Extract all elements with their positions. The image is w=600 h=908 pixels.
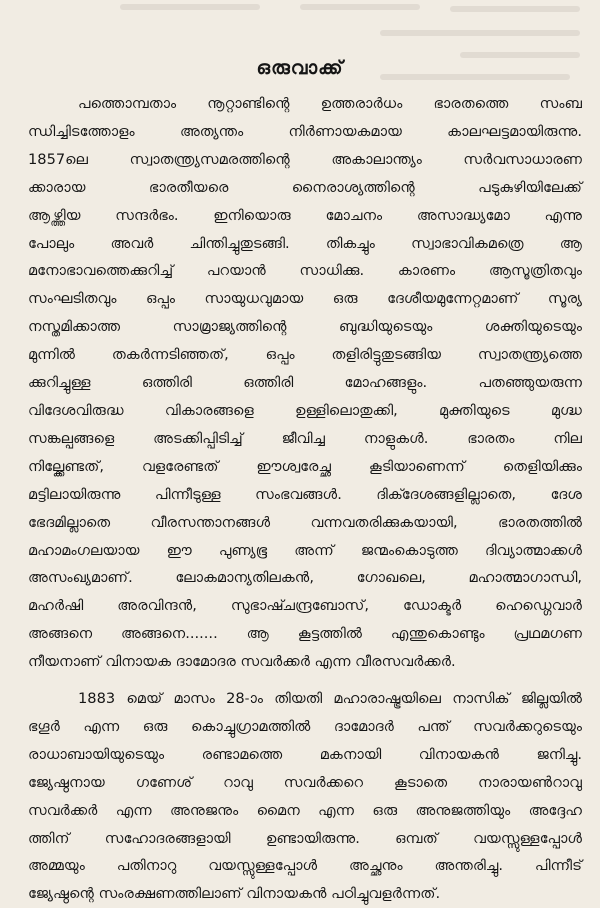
text-line: ജ്യേഷ്ഠനായ ഗണേശ് റാവു സവർക്കറെ കൂടാതെ നാരായൺറാവു [28,773,582,791]
document-body [28,90,582,908]
text-line: പത്തൊമ്പതാം നൂറ്റാണ്ടിന്റെ ഉത്തരാർധം ഭാരതത്തെ സംബ [78,95,582,112]
text-line: മനോഭാവത്തെക്കുറിച്ച് പറയാൻ സാധിക്കു. കാരണം ആസൂത്രിതവും [28,262,582,280]
text-line: നില്ക്കേണ്ടത്, വളരേണ്ടത് ഈശ്വരേച്ഛ കൂടിയാണെന്ന് തെളിയിക്കും [28,457,582,475]
text-line: 1857ലെ സ്വാതന്ത്ര്യസമരത്തിന്റെ അകാലാന്ത്യം സർവസാധാരണ [28,150,582,168]
text-line: നീയനാണ് വിനായക ദാമോദര സവർക്കർ എന്ന വീരസവർക്കർ. [28,653,456,671]
text-line: സവർക്കർ എന്ന അനുജനും മൈന എന്ന ഒരു അനുജത്തിയും അദ്ദേഹ [28,801,582,819]
text-line: രാധാബായിയുടെയും രണ്ടാമത്തെ മകനായി വിനായകൻ ജനിച്ചു. [28,745,582,763]
text-line: അമ്മയും പതിനാറു വയസ്സുള്ളപ്പോൾ അച്ഛനും അന്തരിച്ചു. പിന്നീട് [28,857,582,875]
text-line: ത്തിന് സഹോദരങ്ങളായി ഉണ്ടായിരുന്നു. ഒമ്പത് വയസ്സുള്ളപ്പോൾ [28,829,582,847]
paragraph-2 [28,685,582,908]
page-title: ഒരുവാക്ക് [256,56,344,79]
text-line: വിദേശവിരുദ്ധ വികാരങ്ങളെ ഉള്ളിലൊതുക്കി, മുക്തിയുടെ മുഗ്ദ്ധ [28,401,582,419]
text-line: അസംഖ്യമാണ്. ലോകമാന്യതിലകൻ, ഗോഖലെ, മഹാത്മാഗാന്ധി, [28,569,582,587]
text-line: ഭേദമില്ലാതെ വീരസന്താനങ്ങൾ വന്നവതരിക്കുകയായി, ഭാരതത്തിൽ [28,513,582,531]
text-line: മട്ടിലായിരുന്നു പിന്നീടുള്ള സംഭവങ്ങൾ. ദിക്ദേശങ്ങളില്ലാതെ, ദേശ [28,485,582,503]
text-line: പോലും അവർ ചിന്തിച്ചുതുടങ്ങി. തികച്ചും സ്വാഭാവികമത്രെ ആ [28,234,582,252]
text-line: സംഘടിതവും ഒപ്പം സായുധവുമായ ഒരു ദേശീയമുന്നേറ്റമാണ് സൂര്യ [28,290,582,308]
text-line: മഹാമംഗലയായ ഈ പുണ്യഭൂ അന്ന് ജന്മംകൊടുത്ത ദിവ്യാത്മാക്കൾ [28,541,582,559]
text-line: മുന്നിൽ തകർന്നടിഞ്ഞത്, ഒപ്പം തളിരിട്ടുതുടങ്ങിയ സ്വാതന്ത്ര്യത്തെ [28,346,582,364]
text-line: മഹർഷി അരവിന്ദൻ, സുഭാഷ്ചന്ദ്രബോസ്, ഡോക്ടർ ഹെഡ്ഗെവാർ [28,597,582,615]
text-line: നസ്തമിക്കാത്ത സാമ്രാജ്യത്തിന്റെ ബുദ്ധിയുടെയും ശക്തിയുടെയും [28,318,582,336]
text-line: അങ്ങനെ അങ്ങനെ....... ആ കൂട്ടത്തിൽ എന്തുകൊണ്ടും പ്രഥമഗണ [28,625,582,643]
text-line: ക്കുറിച്ചുള്ള ഒത്തിരി ഒത്തിരി മോഹങ്ങളും. പതഞ്ഞുയരുന്ന [28,374,582,392]
text-line: ക്കാരായ ഭാരതീയരെ നൈരാശ്യത്തിന്റെ പടുകുഴിയിലേക്ക് [28,178,582,196]
text-line: ന്ധിച്ചിടത്തോളം അത്യന്തം നിർണായകമായ കാലഘട്ടമായിരുന്നു. [28,122,582,140]
text-line: സങ്കല്പങ്ങളെ അടക്കിപ്പിടിച്ച് ജീവിച്ച നാളുകൾ. ഭാരതം നില [28,429,582,447]
text-line: ജ്യേഷ്ഠന്റെ സംരക്ഷണത്തിലാണ് വിനായകൻ പഠിച്ചുവളർന്നത്. [28,885,441,903]
paragraph-1 [28,90,582,676]
text-line: ആഴ്ത്തിയ സന്ദർഭം. ഇനിയൊരു മോചനം അസാദ്ധ്യമോ എന്നു [28,206,582,224]
text-line: ഭഗൂർ എന്ന ഒരു കൊച്ചുഗ്രാമത്തിൽ ദാമോദർ പന്ത് സവർക്കറുടെയും [28,717,582,735]
text-line: 1883 മെയ് മാസം 28-ാം തിയതി മഹാരാഷ്ട്രയിലെ നാസിക് ജില്ലയിൽ [78,690,582,708]
